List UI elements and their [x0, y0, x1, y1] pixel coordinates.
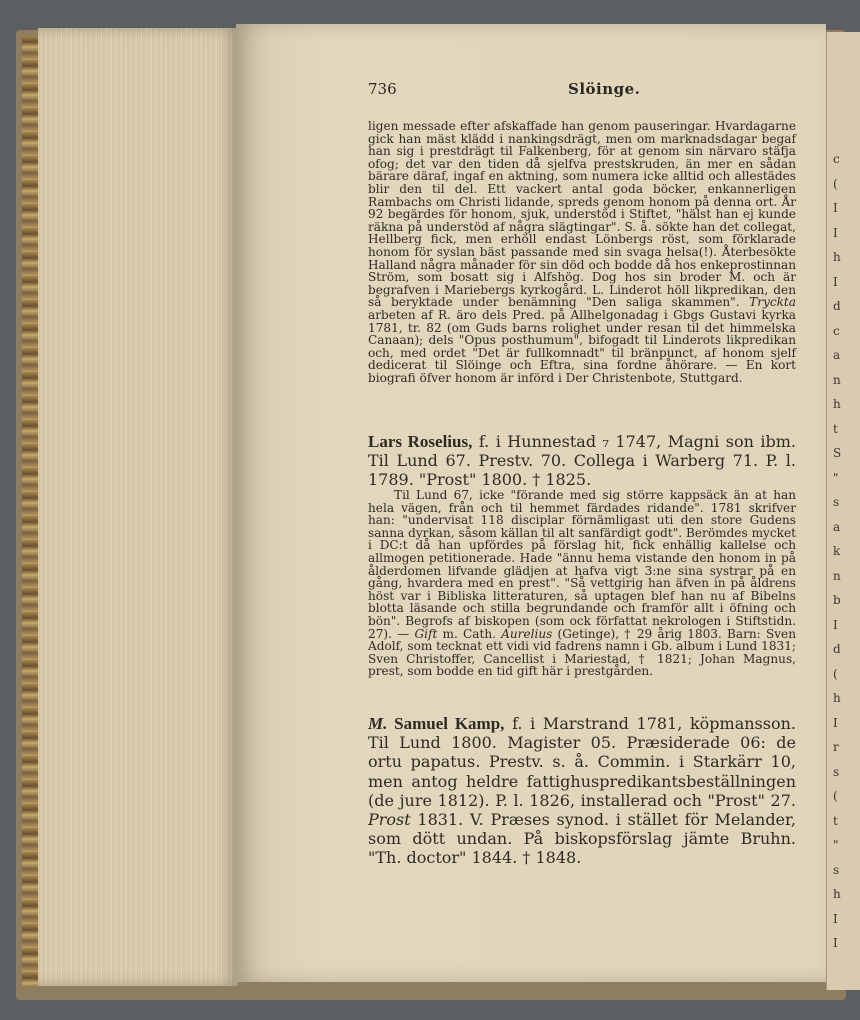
next-page-fragment: (: [833, 789, 838, 803]
paragraph-text: ligen messade efter afskaffade han genom pauseringar. Hvardagarne gick han mäst klädd i nankingsdrägt, men om marknadsdagar begaf han sig i prestdrägt til Falkenberg, för at genom sin närvaro stäfja ofog; det var den tiden då sjelfva prestskruden, än mer en sådan bärare däraf, ingaf en aktning, som numera icke alltid och allestädes blir den til del. Ett vackert antal goda böcker, enkannerligen Rambachs om Christi lidande, spreds genom honom på denna ort. År 92 begärdes för honom, sjuk, understöd i Stiftet, "hälst han ej kunde räkna på understöd af några slägtingar". S. å. sökte han det collegat, Hellberg fick, men erhöll endast Lönbergs röst, som förklarade honom för syslan bäst passande med sin svaga helsa(!). Återbesökte Halland några månader för sin död och bodde då hos enkeprostinnan Ström, som bosatt sig i Alfshög. Dog hos sin broder M. och är begrafven i Mariebergs kyrkogård. L. Linderot höll likpredikan, den så beryktade under benämning "Den saliga skammen".: [368, 119, 796, 310]
entry-body-text: (Getinge), † 29 årig 1803. Barn: Sven Adolf, som tecknat ett vidi vid fadrens namn i Gb. album i Lund 1831; Sven Christoffer, Cancellist i Mariestad, † 1821; Johan Magnus, prest, som bodde en tid gift här i prestgården.: [368, 626, 797, 679]
entry-kamp: [368, 714, 796, 868]
next-page-fragment: ": [833, 470, 839, 485]
next-page-fragment: s: [833, 495, 840, 509]
page-stack: [38, 28, 238, 986]
italic-word: Aurelius: [501, 626, 553, 641]
entry-name: Samuel Kamp,: [387, 714, 505, 733]
italic-word: Tryckta: [749, 295, 796, 310]
italic-word: Gift: [414, 626, 438, 641]
next-page-fragment: d: [833, 299, 841, 313]
next-page-fragment: c: [833, 152, 840, 166]
next-page-fragment: n: [833, 568, 841, 583]
entry-roselius-body: [368, 489, 796, 678]
entry-body-text: Til Lund 67, icke "förande med sig större kappsäck än at han hela vägen, från och til hemmet färdades ridande". 1781 skrifver han: "undervisat 118 disciplar förnämligast uti den store Gudens sanna dyrkan, såsom källan til alt sanfärdigt godt". Berömdes mycket i DC:t då han upfördes på förslag hit, fick enhällig kallelse och allmogen petitionerade. Hade "ännu hema vistande den honom in på ålderdomen lifvande glädjen at hafva vigt 3:ne sina systrar på en gång, hvardera med en prest". "Så vettgirig han äfven in på åldrens höst var i Bibliska litteraturen, så uptagen blef han nu af Bibelns blotta läsande och stilla begrundande och framför allt i öfning och bön". Begrofs af biskopen (som ock författat nekrologen i Stiftstidn. 27). —: [368, 488, 796, 641]
entry-name: Lars Roselius,: [368, 432, 473, 451]
running-header: [368, 80, 808, 102]
next-page-fragment: I: [833, 936, 838, 950]
entry-tail-text: 1831. V. Præses synod. i stället för Melander, som dött undan. På biskopsförslag jämte Bruhn. "Th. doctor" 1844. † 1848.: [368, 810, 796, 868]
next-page-fragment: I: [833, 225, 838, 240]
next-page-fragment: n: [833, 372, 841, 387]
entry-head-text: f. i Hunnestad ₇ 1747, Magni son ibm. Til Lund 67. Prestv. 70. Collega i Warberg 71. P. l. 1789. "Prost" 1800. † 1825.: [368, 432, 796, 490]
next-page-fragment: t: [833, 421, 838, 436]
next-page-fragment: s: [833, 862, 840, 877]
entry-prefix: M.: [368, 714, 388, 733]
running-title: Slöinge.: [568, 80, 641, 98]
next-page-fragment: a: [833, 519, 841, 534]
next-page-fragment: I: [833, 715, 838, 730]
next-page-fragment: h: [833, 691, 841, 705]
next-page-fragment: h: [833, 250, 841, 264]
next-page-fragment: t: [833, 813, 838, 828]
page-number: 736: [368, 80, 397, 98]
next-page-fragment: h: [833, 887, 841, 901]
next-page-fragment: d: [833, 642, 841, 656]
next-page-fragment: I: [833, 201, 838, 215]
next-page-fragment: b: [833, 593, 841, 607]
next-page-fragment: I: [833, 274, 838, 289]
paragraph-continuation: [368, 120, 796, 384]
entry-head-text: f. i Marstrand 1781, köpmansson. Til Lund 1800. Magister 05. Præsiderade 06: de ortu papatus. Prestv. s. å. Commin. i Starkärr 10, men antog heldre fattighuspredikantsbeställningen (de jure 1812). P. l. 1826, installerad och "Prost" 27.: [368, 714, 797, 810]
next-page-fragment: h: [833, 397, 841, 411]
entry-body-text: m. Cath.: [437, 626, 502, 641]
next-page-fragment: c: [833, 323, 840, 338]
next-page-fragment: (: [833, 176, 838, 191]
next-page-fragment: I: [833, 617, 838, 632]
next-page-fragment: I: [833, 911, 838, 926]
next-page-fragment: ": [833, 838, 839, 852]
next-page-fragment: r: [833, 740, 839, 754]
next-page-fragment: (: [833, 666, 838, 681]
next-page-fragment: s: [833, 764, 840, 779]
italic-word: Prost: [368, 810, 411, 830]
next-page-fragment: a: [833, 348, 841, 362]
entry-roselius-head: [368, 432, 796, 490]
next-page-edge: [826, 32, 860, 990]
next-page-fragment: S: [833, 446, 842, 460]
next-page-fragment: k: [833, 544, 841, 558]
paragraph-text-tail: arbeten af R. äro dels Pred. på Allhelgonadag i Gbgs Gustavi kyrka 1781, tr. 82 (om Guds barns rolighet under resan til det himmelska Canaan); dels "Opus posthumum", bifogadt til Linderots likpredikan och, med ordet "Det är fullkomnadt" til bränpunct, af honom sjelf dedicerat til Slöinge och Eftra, sina fordne åhörare. — En kort biografi öfver honom är införd i Der Christenbote, Stuttgard.: [368, 307, 796, 385]
